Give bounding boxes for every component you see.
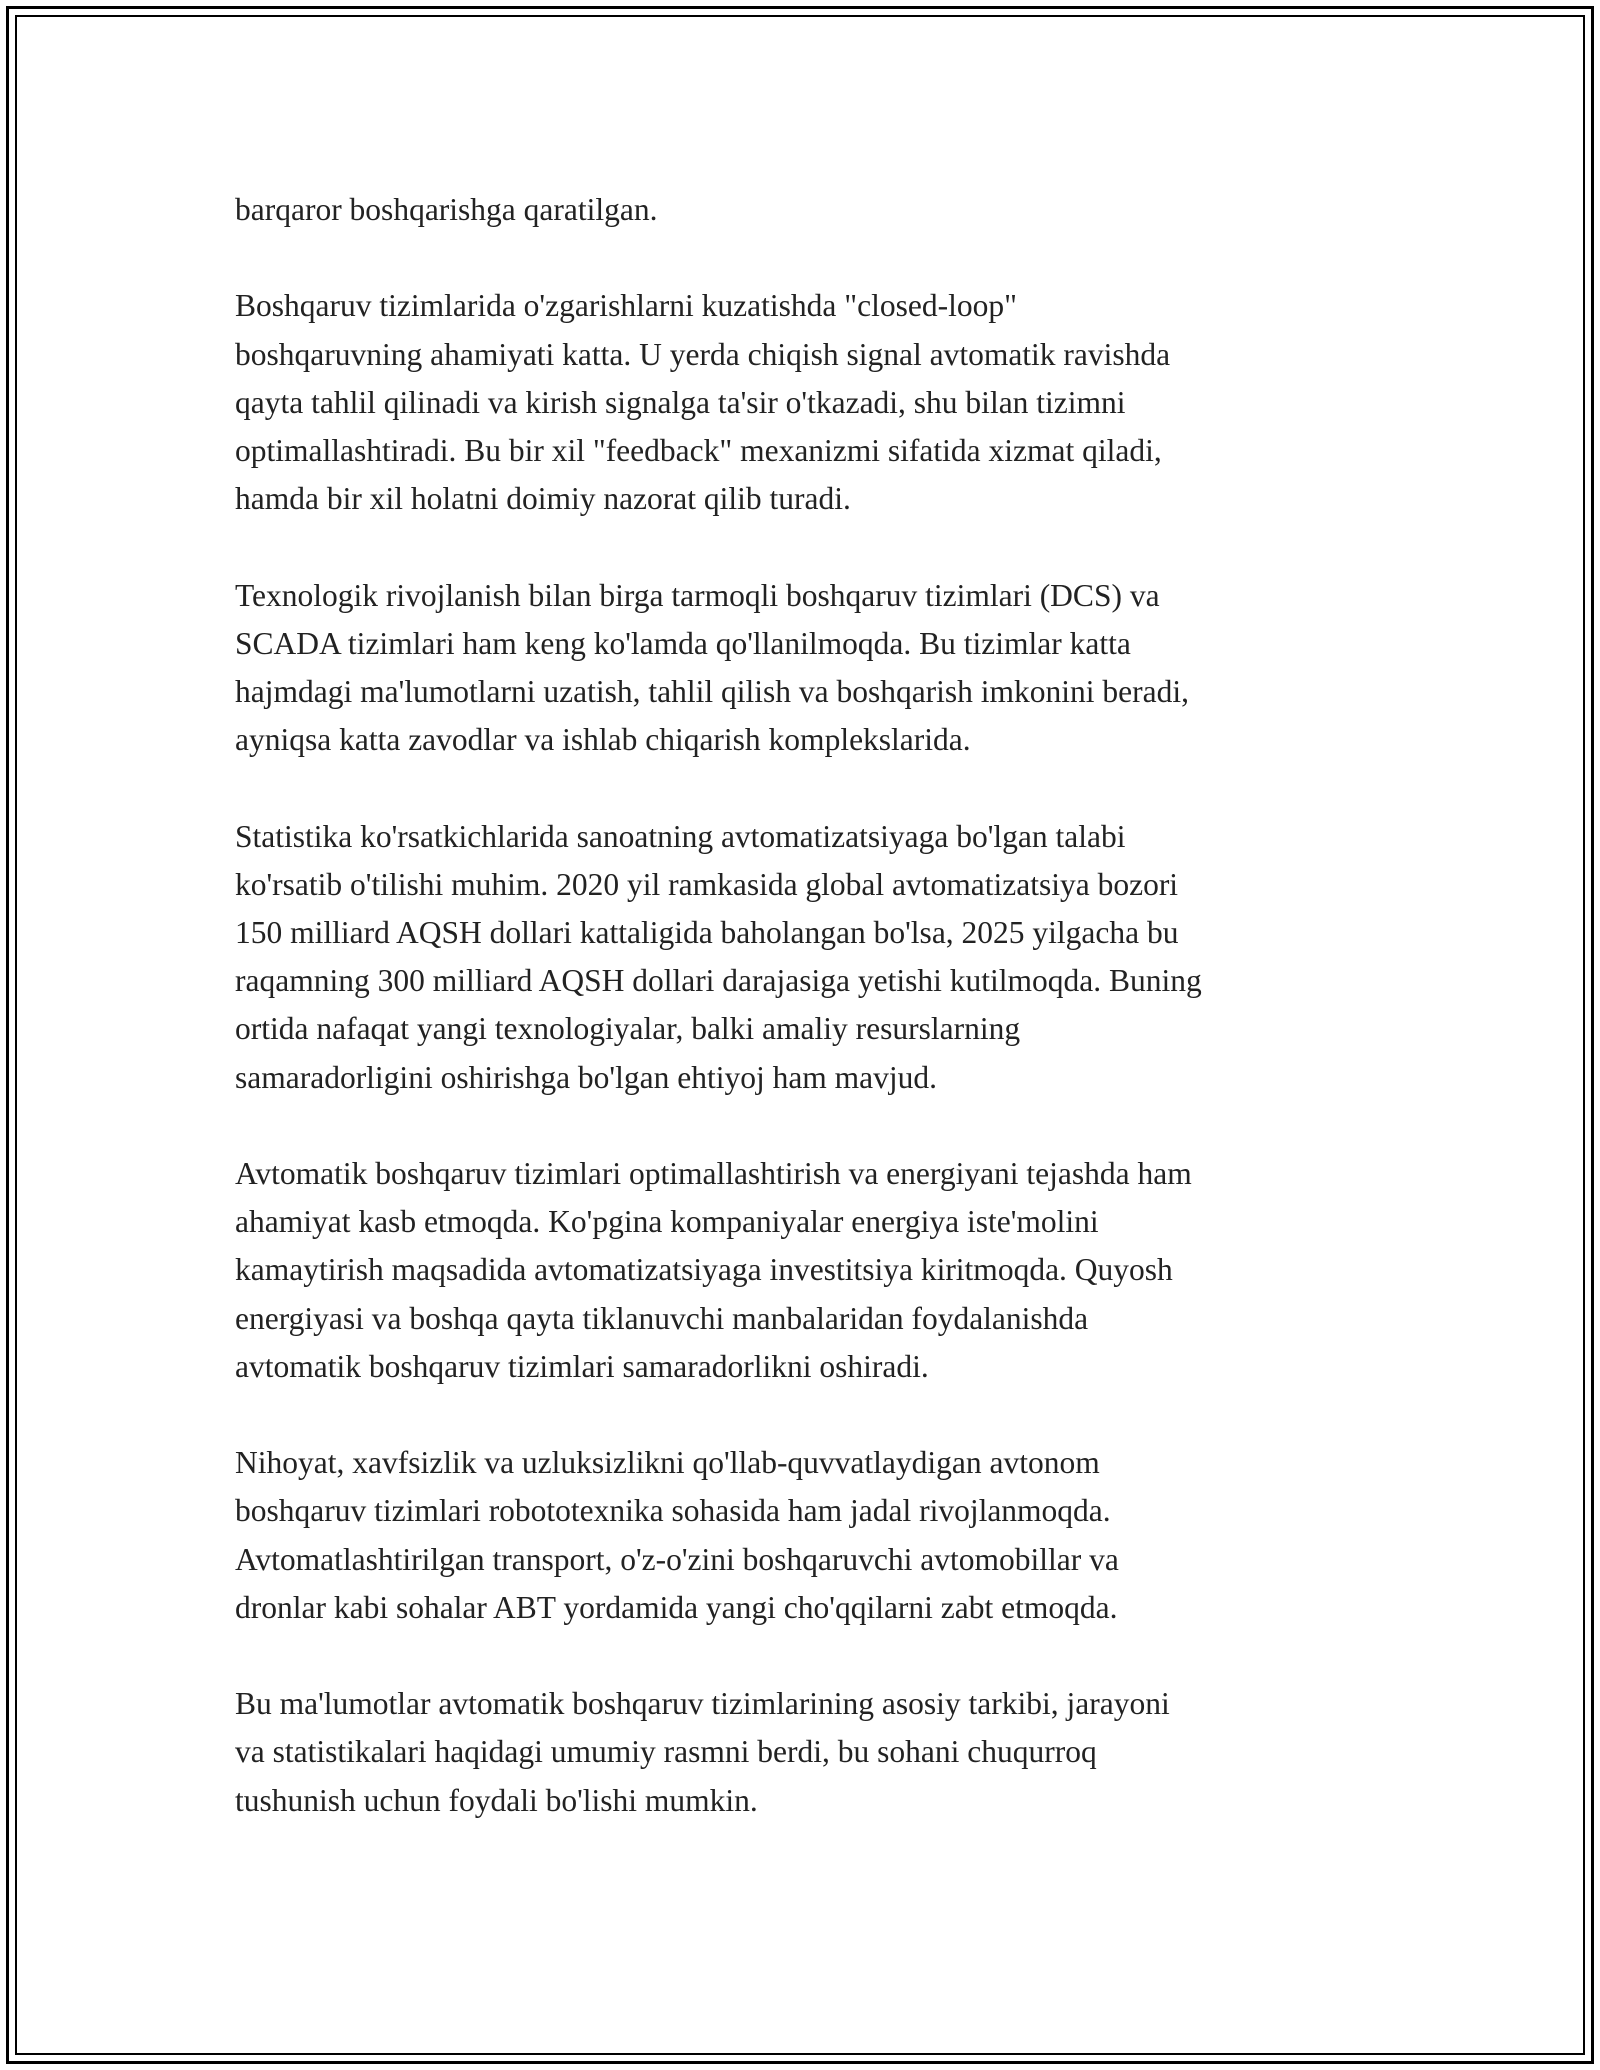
text-line: Avtomatik boshqaruv tizimlari optimallashtirish va energiyani tejashda ham: [235, 1156, 1192, 1191]
text-line: samaradorligini oshirishga bo'lgan ehtiyoj ham mavjud.: [235, 1059, 938, 1095]
text-line: Nihoyat, xavfsizlik va uzluksizlikni qo'llab-quvvatlaydigan avtonom: [235, 1445, 1100, 1481]
paragraph-5: [235, 1150, 1385, 1391]
text-line: hamda bir xil holatni doimiy nazorat qilib turadi.: [235, 481, 851, 517]
text-line: optimallashtiradi. Bu bir xil "feedback" mexanizmi sifatida xizmat qiladi,: [235, 433, 1162, 468]
text-line: tushunish uchun foydali bo'lishi mumkin.: [235, 1782, 758, 1818]
text-line: ko'rsatib o'tilishi muhim. 2020 yil ramkasida global avtomatizatsiya bozori: [235, 866, 1179, 902]
text-line: avtomatik boshqaruv tizimlari samaradorlikni oshiradi.: [235, 1348, 929, 1384]
text-line: boshqaruv tizimlari robototexnika sohasida ham jadal rivojlanmoqda.: [235, 1493, 1111, 1529]
text-line: va statistikalari haqidagi umumiy rasmni berdi, bu sohani chuqurroq: [235, 1734, 1097, 1770]
paragraph-7: [235, 1680, 1385, 1825]
text-line: energiyasi va boshqa qayta tiklanuvchi manbalaridan foydalanishda: [235, 1300, 1089, 1336]
text-line: barqaror boshqarishga qaratilgan.: [235, 192, 658, 227]
text-line: SCADA tizimlari ham keng ko'lamda qo'llanilmoqda. Bu tizimlar katta: [235, 625, 1131, 661]
text-line: qayta tahlil qilinadi va kirish signalga ta'sir o'tkazadi, shu bilan tizimni: [235, 384, 1126, 420]
text-line: ortida nafaqat yangi texnologiyalar, balki amaliy resurslarning: [235, 1011, 1021, 1047]
text-line: dronlar kabi sohalar ABT yordamida yangi cho'qqilarni zabt etmoqda.: [235, 1589, 1118, 1625]
text-line: raqamning 300 milliard AQSH dollari darajasiga yetishi kutilmoqda. Buning: [235, 963, 1202, 999]
text-line: ahamiyat kasb etmoqda. Ko'pgina kompaniyalar energiya iste'molini: [235, 1204, 1099, 1240]
text-line: Statistika ko'rsatkichlarida sanoatning avtomatizatsiyaga bo'lgan talabi: [235, 818, 1126, 854]
text-line: hajmdagi ma'lumotlarni uzatish, tahlil qilish va boshqarish imkonini beradi,: [235, 674, 1190, 709]
text-line: Texnologik rivojlanish bilan birga tarmoqli boshqaruv tizimlari (DCS) va: [235, 577, 1160, 613]
text-line: Avtomatlashtirilgan transport, o'z-o'zini boshqaruvchi avtomobillar va: [235, 1541, 1119, 1577]
text-line: Boshqaruv tizimlarida o'zgarishlarni kuzatishda "closed-loop": [235, 288, 1017, 324]
text-line: boshqaruvning ahamiyati katta. U yerda chiqish signal avtomatik ravishda: [235, 336, 1171, 372]
paragraph-2: [235, 282, 1385, 523]
text-line: 150 milliard AQSH dollari kattaligida baholangan bo'lsa, 2025 yilgacha bu: [235, 915, 1179, 950]
paragraph-6: [235, 1439, 1385, 1632]
paragraph-1: [235, 186, 1385, 234]
document-body: [235, 186, 1385, 1825]
paragraph-4: [235, 813, 1385, 1102]
text-line: kamaytirish maqsadida avtomatizatsiyaga investitsiya kiritmoqda. Quyosh: [235, 1252, 1173, 1288]
text-line: ayniqsa katta zavodlar va ishlab chiqarish komplekslarida.: [235, 722, 971, 758]
paragraph-3: [235, 572, 1385, 765]
text-line: Bu ma'lumotlar avtomatik boshqaruv tizimlarining asosiy tarkibi, jarayoni: [235, 1686, 1170, 1722]
